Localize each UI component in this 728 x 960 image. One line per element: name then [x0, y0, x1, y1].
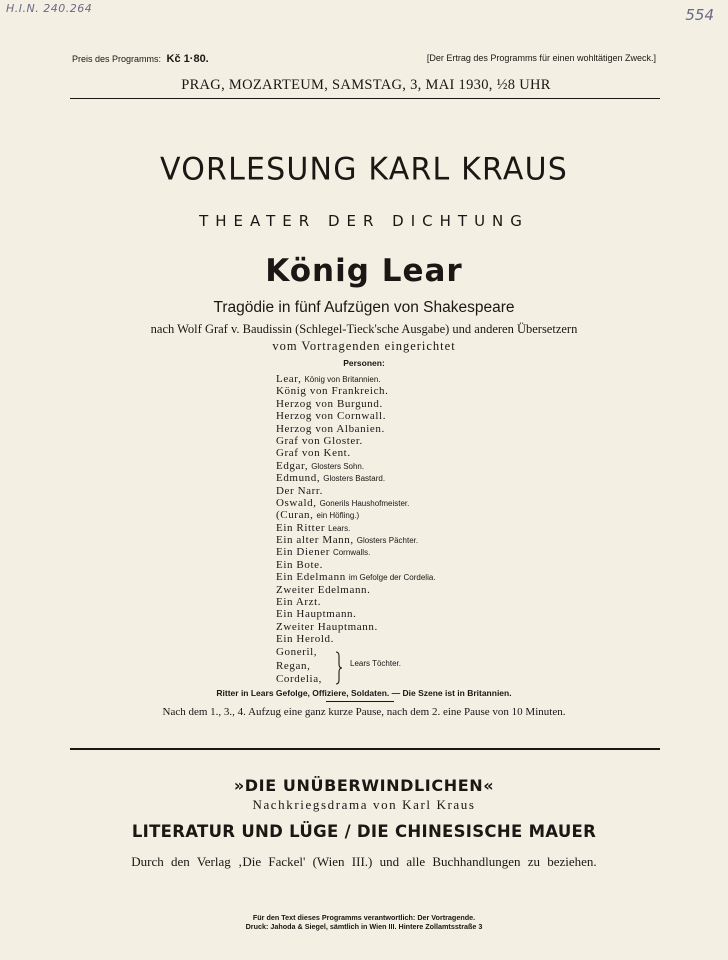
cast-name: Herzog von Albanien. [276, 422, 385, 435]
cast-name: Der Narr. [276, 484, 323, 497]
cast-row [276, 509, 436, 521]
cast-name: Ein Herold. [276, 633, 334, 646]
cast-name: (Curan, [276, 509, 314, 522]
cast-row [276, 621, 436, 633]
cast-note: im Gefolge der Cordelia. [348, 573, 436, 583]
cast-row [276, 373, 436, 385]
play-subtitle: Tragödie in fünf Aufzügen von Shakespeare [213, 299, 515, 316]
daughters-note: Lears Töchter. [350, 659, 401, 668]
cast-note: ein Höfling.) [316, 511, 360, 521]
cast-name: Ein alter Mann, [276, 534, 354, 547]
cast-name: Edgar, [276, 459, 309, 472]
cast-note: Glosters Pächter. [356, 536, 419, 546]
arrangement-credit: vom Vortragenden eingerichtet [272, 339, 456, 353]
cast-row [276, 385, 436, 397]
cast-list [276, 373, 436, 646]
cast-name: Herzog von Cornwall. [276, 410, 387, 423]
cast-row [276, 447, 436, 459]
cast-name: Goneril, [276, 646, 318, 658]
cast-row [276, 522, 436, 534]
daughters-list [276, 646, 322, 687]
cast-name: Lear, [276, 373, 302, 385]
imprint-footer [0, 913, 728, 931]
cast-note: Glosters Bastard. [323, 474, 386, 484]
series-subtitle: THEATER DER DICHTUNG [199, 212, 529, 230]
cast-name: Regan, [276, 659, 311, 672]
shelfmark-annotation: H.I.N. 240.264 [6, 2, 93, 15]
cast-row [276, 472, 436, 484]
cast-name: Herzog von Burgund. [276, 397, 383, 410]
extras-line: Ritter in Lears Gefolge, Offiziere, Soldaten. — Die Szene ist in Britannien. [216, 688, 512, 698]
cast-name: Ein Ritter [276, 521, 326, 534]
cast-name: Graf von Kent. [276, 447, 351, 460]
cast-row [276, 423, 436, 435]
cast-name: Ein Arzt. [276, 596, 322, 609]
price-info [72, 53, 209, 65]
cast-row [276, 398, 436, 410]
main-title: VORLESUNG KARL KRAUS [160, 151, 568, 188]
section-divider [70, 748, 660, 750]
cast-note: Glosters Sohn. [311, 461, 365, 471]
charity-note: [Der Ertrag des Programms für einen wohltätigen Zweck.] [426, 53, 656, 63]
cast-heading: Personen: [343, 358, 385, 368]
price-value: Kč 1·80. [166, 53, 209, 65]
pause-note: Nach dem 1., 3., 4. Aufzug eine ganz kurze Pause, nach dem 2. eine Pause von 10 Minuten. [162, 706, 566, 718]
translation-credit: nach Wolf Graf v. Baudissin (Schlegel-Tieck'sche Ausgabe) und anderen Übersetzern [150, 322, 578, 336]
cast-note: König von Britannien. [304, 375, 381, 384]
cast-row [276, 596, 436, 608]
publisher-note: Durch den Verlag ‚Die Fackel' (Wien III.) und alle Buchhandlungen zu beziehen. [131, 854, 597, 869]
cast-name: Zweiter Hauptmann. [276, 620, 378, 633]
imprint-line-2: Druck: Jahoda & Siegel, sämtlich in Wien III. Hintere Zollamtsstraße 3 [245, 922, 483, 931]
cast-row [276, 571, 436, 583]
promo-subtitle: Nachkriegsdrama von Karl Kraus [252, 797, 476, 812]
cast-name: Edmund, [276, 472, 321, 485]
promo-title: »DIE UNÜBERWINDLICHEN« [233, 776, 495, 795]
page-number-annotation: 554 [685, 6, 714, 24]
header-line [72, 53, 656, 65]
cast-row [276, 460, 436, 472]
cast-name: Graf von Gloster. [276, 434, 363, 447]
cast-row [276, 633, 436, 645]
cast-note: Lears. [328, 523, 351, 533]
cast-row [276, 559, 436, 571]
cast-name: Ein Diener [276, 546, 330, 559]
imprint-line-1: Für den Text dieses Programms verantwortlich: Der Vortragende. [252, 913, 476, 922]
cast-name: Zweiter Edelmann. [276, 583, 371, 596]
cast-name: Oswald, [276, 496, 317, 509]
cast-note: Gonerils Haushofmeister. [319, 498, 410, 508]
cast-name: König von Frankreich. [276, 385, 389, 398]
price-label: Preis des Programms: [72, 54, 162, 64]
play-title: König Lear [265, 253, 463, 289]
cast-row [276, 485, 436, 497]
cast-row [276, 435, 436, 447]
short-divider [326, 701, 394, 702]
cast-row [276, 546, 436, 558]
cast-name: Ein Hauptmann. [276, 608, 357, 621]
cast-row [276, 497, 436, 509]
cast-name: Ein Bote. [276, 558, 323, 571]
cast-name: Ein Edelmann [276, 571, 346, 584]
cast-name: Cordelia, [276, 673, 323, 685]
cast-row [276, 410, 436, 422]
promo-works: LITERATUR UND LÜGE / DIE CHINESISCHE MAUER [131, 822, 597, 841]
cast-note: Cornwalls. [332, 548, 371, 558]
venue-date-line: PRAG, MOZARTEUM, SAMSTAG, 3, MAI 1930, ½8 UHR [181, 77, 551, 93]
cast-row [276, 584, 436, 596]
cast-row [276, 608, 436, 620]
cast-row [276, 534, 436, 546]
curly-brace-icon [334, 651, 344, 685]
header-divider [70, 98, 660, 99]
